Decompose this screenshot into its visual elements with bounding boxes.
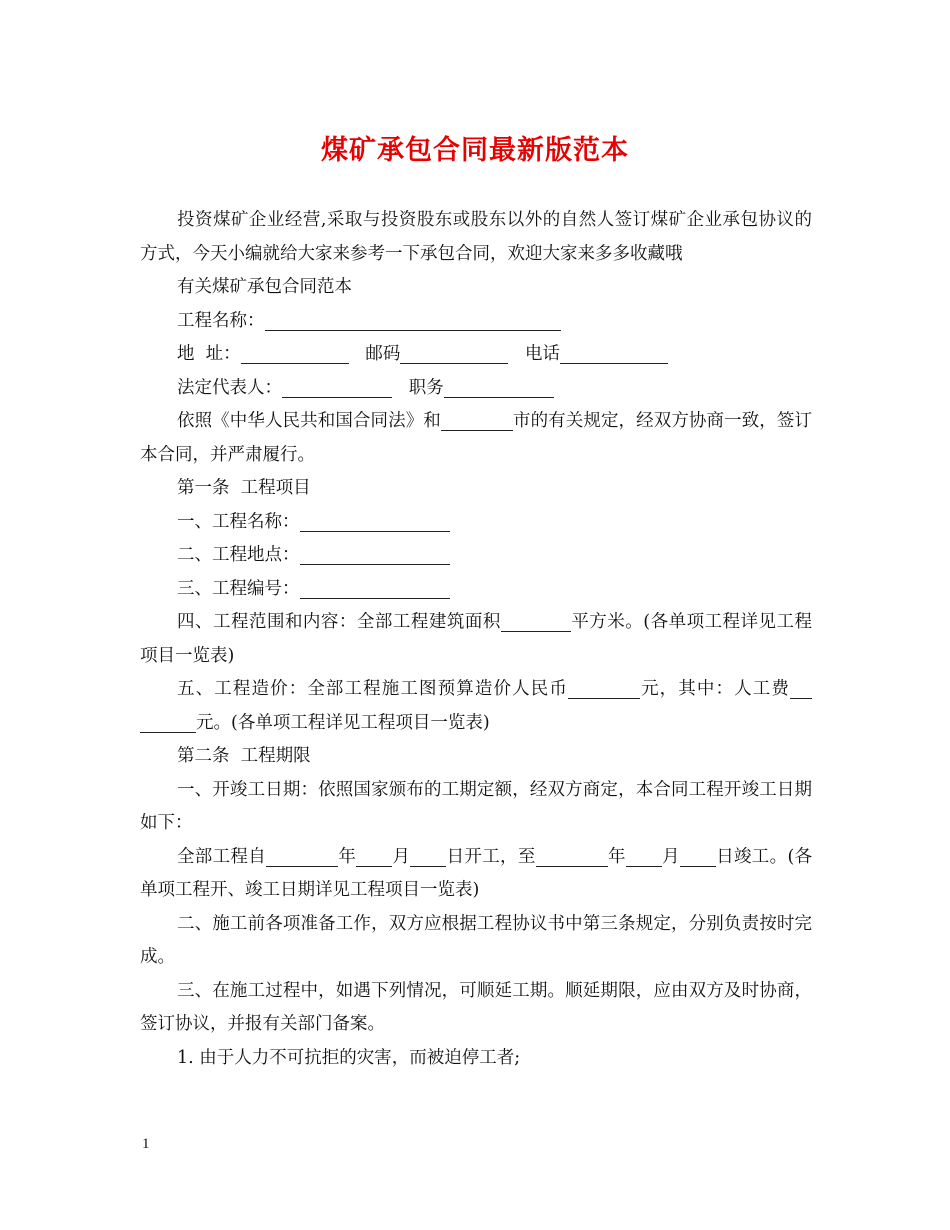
item-text-pre: 五、工程造价：全部工程施工图预算造价人民币 <box>177 679 568 699</box>
page-number: 1 <box>142 1136 150 1152</box>
item-label: 一、工程名称： <box>177 511 300 532</box>
city-blank <box>441 410 513 431</box>
area-blank <box>501 611 571 632</box>
document-body <box>140 204 812 1075</box>
month-label: 月 <box>661 846 680 867</box>
article-2-item-3-1: 1. 由于人力不可抗拒的灾害，而被迫停工者; <box>177 1047 521 1068</box>
article-1-item-2 <box>140 539 812 573</box>
year-label: 年 <box>338 846 357 867</box>
start-day-label: 日开工，至 <box>446 846 536 867</box>
start-month-blank <box>356 846 392 867</box>
article-2-item-3: 三、在施工过程中，如遇下列情况，可顺延工期。顺延期限，应由双方及时协商，签订协议，并报有关部门备案。 <box>140 980 812 1034</box>
phone-blank <box>560 343 668 364</box>
intro-paragraph: 投资煤矿企业经营,采取与投资股东或股东以外的自然人签订煤矿企业承包协议的方式，今天小编就给大家来参考一下承包合同，欢迎大家来多多收藏哦 <box>140 210 812 264</box>
phone-label: 电话 <box>525 344 561 364</box>
legal-rep-label: 法定代表人： <box>177 377 282 398</box>
start-day-blank <box>410 846 446 867</box>
end-month-blank <box>626 846 662 867</box>
labor-blank-a <box>790 678 812 699</box>
schedule-dates-line <box>140 841 812 908</box>
project-name-label: 工程名称： <box>177 310 265 331</box>
legal-rep-blank <box>282 377 392 398</box>
article-1-title: 第一条 工程项目 <box>177 478 311 498</box>
article-1-item-5 <box>140 673 812 740</box>
item-label: 三、工程编号： <box>177 578 300 599</box>
project-name-line <box>140 305 812 339</box>
article-2-item-1: 一、开竣工日期：依照国家颁布的工期定额，经双方商定，本合同工程开竣工日期如下： <box>140 779 812 833</box>
basis-text-pre: 依照《中华人民共和国合同法》和 <box>177 411 441 431</box>
end-day-blank <box>680 846 716 867</box>
position-blank <box>444 377 554 398</box>
document-title: 煤矿承包合同最新版范本 <box>321 135 629 166</box>
start-year-blank <box>266 846 338 867</box>
end-year-blank <box>536 846 608 867</box>
postcode-blank <box>400 343 508 364</box>
postcode-label: 邮码 <box>365 344 401 364</box>
basis-text-post: 市的有关规定，经双方协商一致，签订本合同，并严肃履行。 <box>140 411 812 465</box>
position-label: 职务 <box>408 377 444 398</box>
item-text-pre: 四、工程范围和内容：全部工程建筑面积 <box>177 612 501 632</box>
dates-note: (各单项工程开、竣工日期详见工程项目一览表) <box>140 846 813 900</box>
item-blank <box>300 544 450 565</box>
item-text-post: 平方米。(各单项工程详见工程项目一览表) <box>140 612 813 666</box>
legal-rep-line <box>140 372 812 406</box>
address-label: 地 址： <box>177 344 241 364</box>
article-2-title: 第二条 工程期限 <box>177 746 311 766</box>
article-1-item-1 <box>140 506 812 540</box>
basis-paragraph <box>140 405 812 472</box>
dates-text-pre: 全部工程自 <box>177 846 267 867</box>
end-day-label: 日竣工。 <box>715 846 788 867</box>
subtitle: 有关煤矿承包合同范本 <box>177 277 352 297</box>
item-text-mid: 元，其中：人工费 <box>639 679 791 699</box>
address-line <box>140 338 812 372</box>
item-text-post: 元。(各单项工程详见工程项目一览表) <box>196 712 490 733</box>
month-label: 月 <box>392 846 411 867</box>
address-blank <box>241 343 349 364</box>
article-1-item-4 <box>140 606 812 673</box>
item-blank <box>300 578 450 599</box>
article-2-item-2: 二、施工前各项准备工作，双方应根据工程协议书中第三条规定，分别负责按时完成。 <box>140 913 812 967</box>
article-1-item-3 <box>140 573 812 607</box>
labor-blank-b <box>140 712 196 733</box>
item-label: 二、工程地点： <box>177 545 300 565</box>
project-name-blank <box>265 310 561 331</box>
year-label: 年 <box>607 846 626 867</box>
item-blank <box>300 511 450 532</box>
cost-blank <box>568 678 640 699</box>
